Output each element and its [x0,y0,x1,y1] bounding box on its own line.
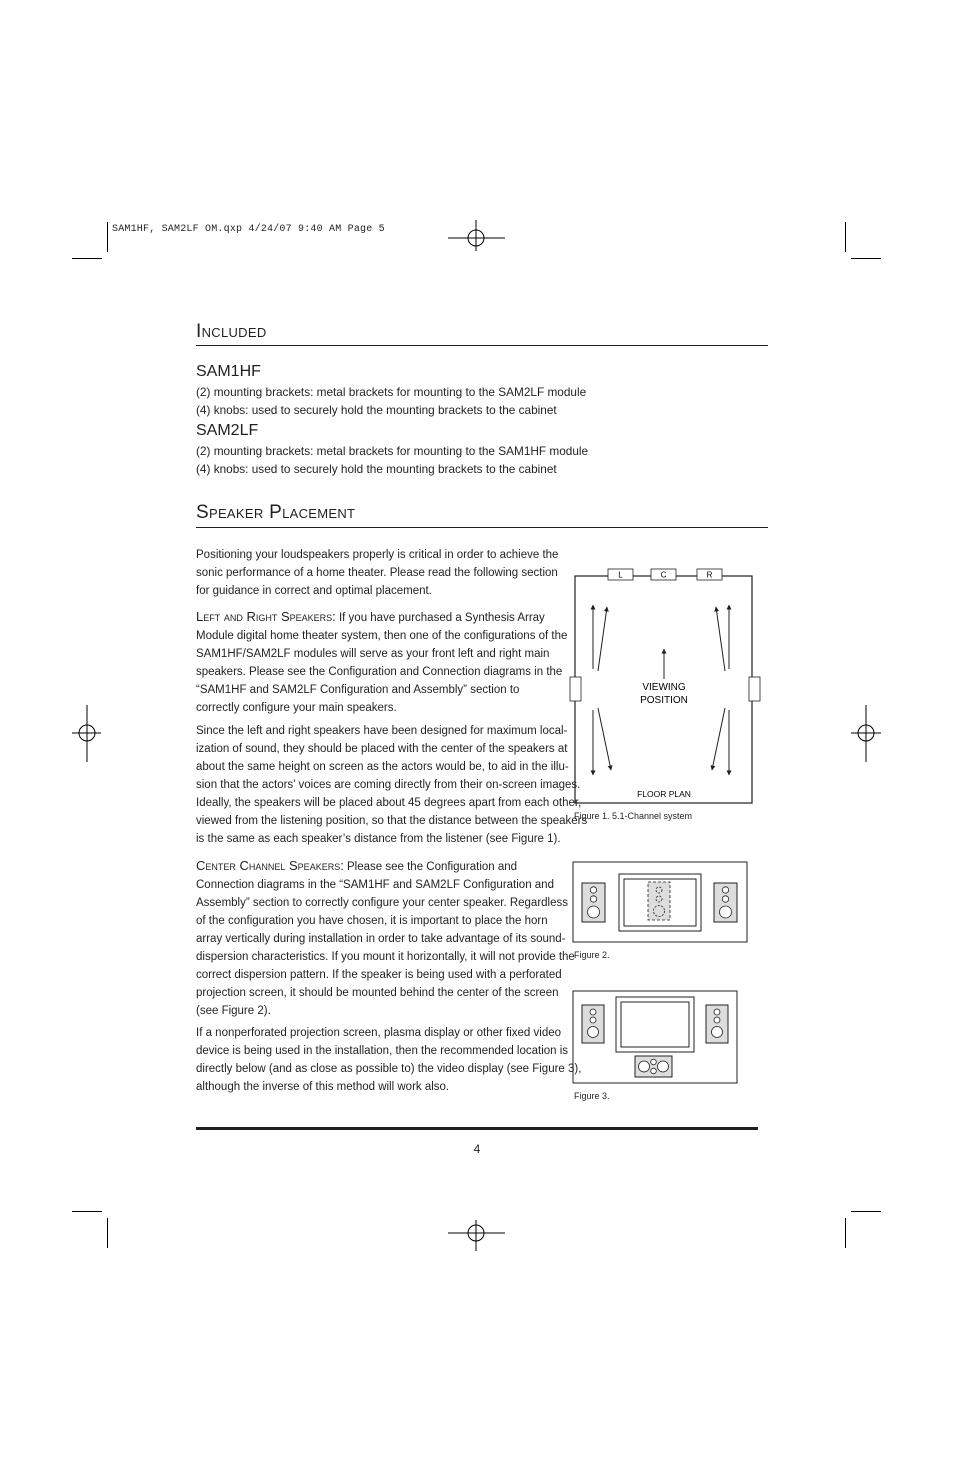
placement-intro: Positioning your loudspeakers properly is critical in order to achieve the sonic performance of a home theater. Please read the following section for guidance in correct and optimal placement. [196,549,559,597]
sam1hf-title: SAM1HF [196,363,261,380]
svg-text:R: R [706,570,713,580]
svg-text:L: L [618,570,623,580]
center-speaker-behind-screen [648,882,670,920]
placement-rule [196,527,768,528]
figure-1-floor-plan [565,565,765,810]
footer-rule [196,1127,758,1130]
left-surround-box [570,677,581,701]
sam2lf-item-1: (2) mounting brackets: metal brackets for mounting to the SAM1HF module [196,444,589,458]
sam2lf-title: SAM2LF [196,422,259,439]
figure-3 [572,990,740,1086]
svg-text:POSITION: POSITION [640,695,688,706]
sam1hf-item-2: (4) knobs: used to securely hold the mounting brackets to the cabinet [196,403,557,417]
right-surround-box [749,677,760,701]
placement-heading: Speaker Placement [196,502,356,523]
print-slug: SAM1HF, SAM2LF OM.qxp 4/24/07 9:40 AM Page 5 [112,224,385,235]
figure-1-caption: Figure 1. 5.1-Channel system [574,811,693,821]
sam1hf-item-1: (2) mounting brackets: metal brackets for mounting to the SAM2LF module [196,385,587,399]
figure-2-caption: Figure 2. [574,950,610,960]
svg-text:C: C [660,570,667,580]
figure-2 [572,861,750,945]
left-right-paragraph-2: Since the left and right speakers have been designed for maximum local- ization of sound, they should be placed with the center of the speakers at about the same height on screen as the actors would be, to aid in the illu- sion that the actors’ voices are coming directly from their on-screen images. Ideally, the speakers will be placed about 45 degrees apart from each other, viewed from the listening position, so that the distance between the speakers is the same as each speaker’s distance from the listener (see Figure 1). [196,725,588,845]
left-right-speakers-section: Left and Right Speakers: If you have purchased a Synthesis Array Module digital home theater system, then one of the configurations of the SAM1HF/SAM2LF modules will serve as your front left and right main speakers. Please see the Configuration and Connection diagrams in the “SAM1HF and SAM2LF Configuration and Assembly” section to correctly configure your main speakers. [196,609,568,714]
svg-text:FLOOR PLAN: FLOOR PLAN [637,789,691,799]
svg-text:VIEWING: VIEWING [642,682,686,693]
figure-3-caption: Figure 3. [574,1091,610,1101]
center-channel-lead: Center Channel Speakers: [196,858,344,873]
included-rule [196,345,768,346]
included-heading: Included [196,321,267,342]
left-right-lead: Left and Right Speakers: [196,609,336,624]
sam2lf-item-2: (4) knobs: used to securely hold the mounting brackets to the cabinet [196,462,557,476]
center-channel-section: Center Channel Speakers: Please see the Configuration and Connection diagrams in the “SAM1HF and SAM2LF Configuration and Assembly” section to correctly configure your center speaker. Regardless of the configuration you have chosen, it is important to place the horn array vertically during installation in order to take advantage of its sound- dispersion characteristics. If you mount it horizontally, it will not provide the correct dispersion pattern. If the speaker is being used with a perforated projection screen, it should be mounted behind the center of the screen (see Figure 2). [196,858,575,1017]
center-channel-paragraph-2: If a nonperforated projection screen, plasma display or other fixed video device is being used in the installation, then the recommended location is directly below (and as close as possible to) the video display (see Figure 3), although the inverse of this method will work also. [196,1027,582,1093]
page-number: 4 [473,1142,481,1156]
